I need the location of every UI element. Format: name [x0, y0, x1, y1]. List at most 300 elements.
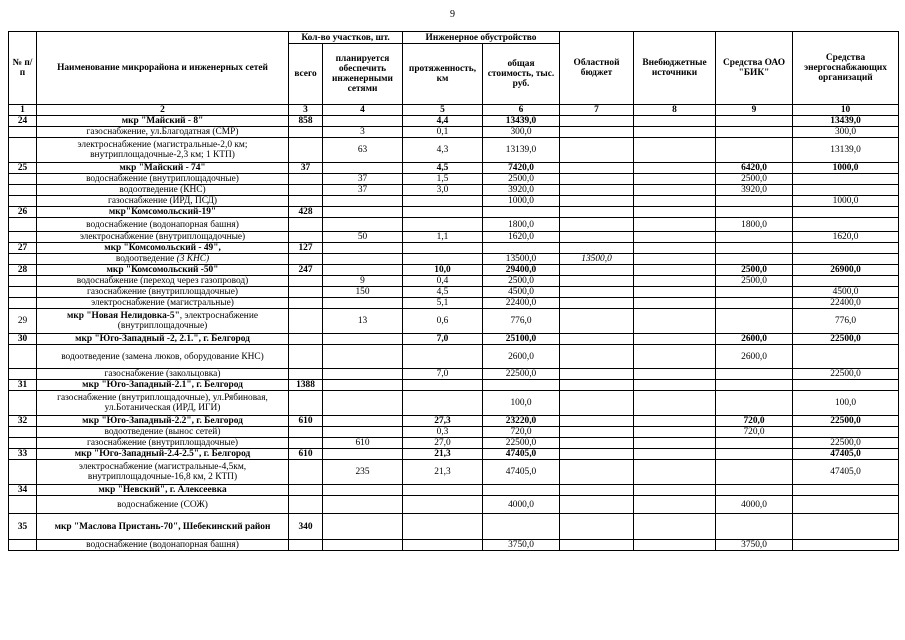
row-name-suffix: , электроснабжение (внутриплощадочные): [117, 311, 258, 331]
row-planned: [323, 334, 403, 345]
row-bik: [716, 438, 793, 449]
row-energy: 1000,0: [793, 196, 899, 207]
row-cost: 3920,0: [483, 185, 560, 196]
row-name: газоснабжение (внутриплощадочные): [37, 438, 289, 449]
row-extra: [634, 496, 716, 514]
table-row: [9, 416, 899, 427]
row-extra: [634, 276, 716, 287]
row-energy: [793, 427, 899, 438]
header-regional-budget: Областной бюджет: [560, 32, 634, 105]
row-total: [289, 174, 323, 185]
row-name: мкр "Комсомольский - 49",: [37, 243, 289, 254]
row-number: [9, 427, 37, 438]
row-bik: 2500,0: [716, 265, 793, 276]
row-bik: [716, 460, 793, 485]
row-name: мкр"Комсомольский-19": [37, 207, 289, 218]
column-number: 4: [323, 105, 403, 116]
row-total: [289, 427, 323, 438]
row-bik: 2600,0: [716, 334, 793, 345]
row-number: 33: [9, 449, 37, 460]
row-energy: 22500,0: [793, 438, 899, 449]
table-row: [9, 380, 899, 391]
row-number: [9, 232, 37, 243]
row-cost: 2600,0: [483, 345, 560, 369]
row-length: 27,0: [403, 438, 483, 449]
row-number: 29: [9, 309, 37, 334]
row-total: [289, 496, 323, 514]
row-bik: [716, 232, 793, 243]
row-regional: [560, 460, 634, 485]
table-row: [9, 334, 899, 345]
column-number: 8: [634, 105, 716, 116]
row-name: электроснабжение (магистральные): [37, 298, 289, 309]
row-regional: [560, 540, 634, 551]
row-bik: [716, 127, 793, 138]
row-planned: 50: [323, 232, 403, 243]
row-name: мкр "Юго-Западный -2, 2.1.", г. Белгород: [37, 334, 289, 345]
row-extra: [634, 138, 716, 163]
row-cost: [483, 485, 560, 496]
row-cost: 1620,0: [483, 232, 560, 243]
row-regional: [560, 127, 634, 138]
row-planned: [323, 254, 403, 265]
table-row: [9, 232, 899, 243]
row-extra: [634, 345, 716, 369]
row-name: [37, 309, 289, 334]
row-energy: 1620,0: [793, 232, 899, 243]
row-energy: 4500,0: [793, 287, 899, 298]
row-cost: 13439,0: [483, 116, 560, 127]
row-energy: [793, 345, 899, 369]
row-bik: 1800,0: [716, 218, 793, 232]
table-row: [9, 243, 899, 254]
table-row: [9, 265, 899, 276]
row-number: [9, 138, 37, 163]
row-regional: [560, 309, 634, 334]
row-number: 30: [9, 334, 37, 345]
row-cost: 300,0: [483, 127, 560, 138]
row-cost: [483, 243, 560, 254]
row-regional: [560, 218, 634, 232]
table-row: [9, 485, 899, 496]
header-cost: общая стоимость, тыс. руб.: [483, 44, 560, 105]
row-extra: [634, 416, 716, 427]
header-number: № п/п: [9, 32, 37, 105]
row-bik: [716, 254, 793, 265]
row-name: водоснабжение (СОЖ): [37, 496, 289, 514]
table-row: [9, 174, 899, 185]
row-planned: 9: [323, 276, 403, 287]
row-cost: 13500,0: [483, 254, 560, 265]
row-cost: 7420,0: [483, 163, 560, 174]
row-bik: 3750,0: [716, 540, 793, 551]
row-extra: [634, 127, 716, 138]
row-number: [9, 298, 37, 309]
row-extra: [634, 438, 716, 449]
row-name: мкр "Майский - 8": [37, 116, 289, 127]
row-energy: [793, 174, 899, 185]
row-bik: 6420,0: [716, 163, 793, 174]
row-planned: [323, 514, 403, 540]
row-cost: 22500,0: [483, 369, 560, 380]
row-number: 28: [9, 265, 37, 276]
row-length: 4,5: [403, 163, 483, 174]
row-total: [289, 369, 323, 380]
row-name: водоснабжение (водонапорная башня): [37, 218, 289, 232]
row-planned: [323, 369, 403, 380]
row-length: [403, 391, 483, 416]
row-name-text: мкр "Новая Нелидовка-5": [66, 311, 180, 321]
row-regional: [560, 185, 634, 196]
row-total: [289, 345, 323, 369]
row-bik: 720,0: [716, 416, 793, 427]
row-planned: 37: [323, 174, 403, 185]
row-extra: [634, 514, 716, 540]
row-extra: [634, 460, 716, 485]
row-number: [9, 540, 37, 551]
row-regional: 13500,0: [560, 254, 634, 265]
row-energy: [793, 185, 899, 196]
row-planned: [323, 218, 403, 232]
row-extra: [634, 449, 716, 460]
row-regional: [560, 287, 634, 298]
row-regional: [560, 163, 634, 174]
row-planned: [323, 485, 403, 496]
row-bik: [716, 298, 793, 309]
row-number: [9, 391, 37, 416]
row-planned: 150: [323, 287, 403, 298]
row-extra: [634, 218, 716, 232]
row-name: мкр "Юго-Западный-2.2", г. Белгород: [37, 416, 289, 427]
row-regional: [560, 380, 634, 391]
column-number: 2: [37, 105, 289, 116]
row-planned: [323, 449, 403, 460]
row-name: мкр "Юго-Западный-2.4-2.5", г. Белгород: [37, 449, 289, 460]
row-total: 610: [289, 449, 323, 460]
row-length: [403, 254, 483, 265]
row-planned: [323, 243, 403, 254]
row-number: 27: [9, 243, 37, 254]
table-row: [9, 391, 899, 416]
row-name: водоотведение (КНС): [37, 185, 289, 196]
row-name: водоотведение (вынос сетей): [37, 427, 289, 438]
row-extra: [634, 298, 716, 309]
row-planned: [323, 416, 403, 427]
row-regional: [560, 485, 634, 496]
row-bik: [716, 243, 793, 254]
row-length: [403, 196, 483, 207]
row-regional: [560, 243, 634, 254]
row-regional: [560, 449, 634, 460]
row-number: [9, 438, 37, 449]
row-number: 32: [9, 416, 37, 427]
row-energy: [793, 540, 899, 551]
header-extra-budget: Внебюджетные источники: [634, 32, 716, 105]
row-number: [9, 460, 37, 485]
row-length: 3,0: [403, 185, 483, 196]
row-total: [289, 391, 323, 416]
row-planned: [323, 345, 403, 369]
row-bik: [716, 138, 793, 163]
column-number: 10: [793, 105, 899, 116]
row-bik: [716, 196, 793, 207]
table-row: [9, 287, 899, 298]
row-extra: [634, 185, 716, 196]
row-regional: [560, 438, 634, 449]
row-regional: [560, 276, 634, 287]
row-extra: [634, 265, 716, 276]
table-row: [9, 116, 899, 127]
row-name-text: водоотведение: [115, 254, 175, 264]
row-energy: 13139,0: [793, 138, 899, 163]
row-regional: [560, 514, 634, 540]
row-planned: 63: [323, 138, 403, 163]
row-number: 24: [9, 116, 37, 127]
row-cost: 25100,0: [483, 334, 560, 345]
table-row: [9, 514, 899, 540]
row-length: [403, 540, 483, 551]
row-number: 34: [9, 485, 37, 496]
row-name: электроснабжение (внутриплощадочные): [37, 232, 289, 243]
row-length: [403, 218, 483, 232]
row-regional: [560, 345, 634, 369]
row-total: [289, 276, 323, 287]
row-length: 7,0: [403, 369, 483, 380]
row-extra: [634, 369, 716, 380]
row-energy: 22400,0: [793, 298, 899, 309]
row-number: 26: [9, 207, 37, 218]
row-total: 127: [289, 243, 323, 254]
row-total: 610: [289, 416, 323, 427]
row-total: [289, 540, 323, 551]
row-energy: 26900,0: [793, 265, 899, 276]
row-total: 1388: [289, 380, 323, 391]
row-name: газоснабжение (ИРД, ПСД): [37, 196, 289, 207]
table-row: [9, 449, 899, 460]
row-planned: [323, 391, 403, 416]
row-energy: [793, 496, 899, 514]
row-total: [289, 127, 323, 138]
row-total: [289, 218, 323, 232]
header-planned: планируется обеспечить инженерными сетями: [323, 44, 403, 105]
row-regional: [560, 427, 634, 438]
row-bik: 720,0: [716, 427, 793, 438]
row-total: 428: [289, 207, 323, 218]
row-extra: [634, 243, 716, 254]
row-cost: [483, 207, 560, 218]
row-planned: [323, 207, 403, 218]
row-cost: 4000,0: [483, 496, 560, 514]
row-number: 35: [9, 514, 37, 540]
row-regional: [560, 496, 634, 514]
row-name: мкр "Комсомольский -50": [37, 265, 289, 276]
row-length: [403, 345, 483, 369]
row-regional: [560, 196, 634, 207]
row-bik: 2600,0: [716, 345, 793, 369]
row-bik: [716, 380, 793, 391]
table-row: [9, 185, 899, 196]
row-length: 27,3: [403, 416, 483, 427]
row-energy: 776,0: [793, 309, 899, 334]
row-planned: 610: [323, 438, 403, 449]
row-energy: 47405,0: [793, 449, 899, 460]
row-cost: 29400,0: [483, 265, 560, 276]
table-row: [9, 345, 899, 369]
row-number: 25: [9, 163, 37, 174]
row-energy: [793, 380, 899, 391]
row-number: [9, 276, 37, 287]
row-cost: 100,0: [483, 391, 560, 416]
row-number: [9, 345, 37, 369]
row-bik: [716, 485, 793, 496]
table-row: [9, 163, 899, 174]
row-planned: [323, 540, 403, 551]
row-planned: 3: [323, 127, 403, 138]
row-total: [289, 460, 323, 485]
table-row: [9, 369, 899, 380]
header-engineering-group: Инженерное обустройство: [403, 32, 560, 44]
row-extra: [634, 207, 716, 218]
table-row: [9, 254, 899, 265]
row-name: газоснабжение (внутриплощадочные): [37, 287, 289, 298]
row-total: [289, 254, 323, 265]
row-name-suffix: (3 КНС): [176, 254, 210, 264]
row-length: 5,1: [403, 298, 483, 309]
row-bik: [716, 391, 793, 416]
row-cost: 23220,0: [483, 416, 560, 427]
row-planned: 13: [323, 309, 403, 334]
table-row: [9, 460, 899, 485]
row-regional: [560, 232, 634, 243]
row-bik: [716, 116, 793, 127]
row-energy: 22500,0: [793, 334, 899, 345]
row-energy: 100,0: [793, 391, 899, 416]
column-number: 1: [9, 105, 37, 116]
header-total: всего: [289, 44, 323, 105]
row-bik: [716, 514, 793, 540]
row-planned: [323, 380, 403, 391]
row-name: газоснабжение, ул.Благодатная (СМР): [37, 127, 289, 138]
row-extra: [634, 196, 716, 207]
row-bik: [716, 449, 793, 460]
row-bik: 2500,0: [716, 174, 793, 185]
row-name: водоснабжение (переход через газопровод): [37, 276, 289, 287]
table-row: [9, 540, 899, 551]
row-length: 21,3: [403, 449, 483, 460]
row-total: 858: [289, 116, 323, 127]
row-regional: [560, 116, 634, 127]
row-length: 1,1: [403, 232, 483, 243]
row-extra: [634, 334, 716, 345]
infrastructure-table: [8, 31, 899, 551]
row-regional: [560, 174, 634, 185]
row-length: 4,4: [403, 116, 483, 127]
table-row: [9, 427, 899, 438]
row-bik: [716, 309, 793, 334]
row-total: [289, 196, 323, 207]
header-plots-group: Кол-во участков, шт.: [289, 32, 403, 44]
row-total: [289, 232, 323, 243]
column-number-row: [9, 105, 899, 116]
column-number: 9: [716, 105, 793, 116]
row-name: мкр "Маслова Пристань-70", Шебекинский район: [37, 514, 289, 540]
row-length: 0,4: [403, 276, 483, 287]
row-total: [289, 298, 323, 309]
table-row: [9, 276, 899, 287]
table-row: [9, 207, 899, 218]
row-total: [289, 485, 323, 496]
row-bik: 2500,0: [716, 276, 793, 287]
row-cost: 47405,0: [483, 460, 560, 485]
row-length: [403, 207, 483, 218]
row-energy: 47405,0: [793, 460, 899, 485]
row-length: [403, 243, 483, 254]
row-name: мкр "Невский", г. Алексеевка: [37, 485, 289, 496]
header-length: протяженность, км: [403, 44, 483, 105]
row-energy: 300,0: [793, 127, 899, 138]
header-energy-funds: Средства энергоснабжающих организаций: [793, 32, 899, 105]
row-number: [9, 218, 37, 232]
row-extra: [634, 254, 716, 265]
column-number: 5: [403, 105, 483, 116]
row-number: [9, 174, 37, 185]
row-cost: 4500,0: [483, 287, 560, 298]
row-energy: [793, 276, 899, 287]
row-length: [403, 514, 483, 540]
table-row: [9, 438, 899, 449]
table-row: [9, 196, 899, 207]
row-number: [9, 254, 37, 265]
row-name: водоснабжение (внутриплощадочные): [37, 174, 289, 185]
row-cost: 13139,0: [483, 138, 560, 163]
table-row: [9, 309, 899, 334]
row-regional: [560, 416, 634, 427]
row-number: 31: [9, 380, 37, 391]
row-regional: [560, 298, 634, 309]
row-regional: [560, 334, 634, 345]
row-energy: [793, 243, 899, 254]
row-extra: [634, 232, 716, 243]
row-length: [403, 485, 483, 496]
row-length: 0,1: [403, 127, 483, 138]
row-planned: [323, 427, 403, 438]
row-cost: 776,0: [483, 309, 560, 334]
row-total: [289, 138, 323, 163]
row-extra: [634, 287, 716, 298]
row-bik: [716, 207, 793, 218]
row-energy: [793, 254, 899, 265]
row-length: 21,3: [403, 460, 483, 485]
row-total: [289, 185, 323, 196]
row-number: [9, 185, 37, 196]
row-energy: 22500,0: [793, 416, 899, 427]
row-regional: [560, 265, 634, 276]
header-name: Наименование микрорайона и инженерных сетей: [37, 32, 289, 105]
row-energy: 13439,0: [793, 116, 899, 127]
row-length: [403, 380, 483, 391]
row-extra: [634, 427, 716, 438]
row-extra: [634, 391, 716, 416]
row-number: [9, 287, 37, 298]
table-row: [9, 127, 899, 138]
row-energy: [793, 485, 899, 496]
row-extra: [634, 380, 716, 391]
row-number: [9, 369, 37, 380]
row-length: 10,0: [403, 265, 483, 276]
row-cost: 2500,0: [483, 174, 560, 185]
row-cost: 1800,0: [483, 218, 560, 232]
row-number: [9, 127, 37, 138]
